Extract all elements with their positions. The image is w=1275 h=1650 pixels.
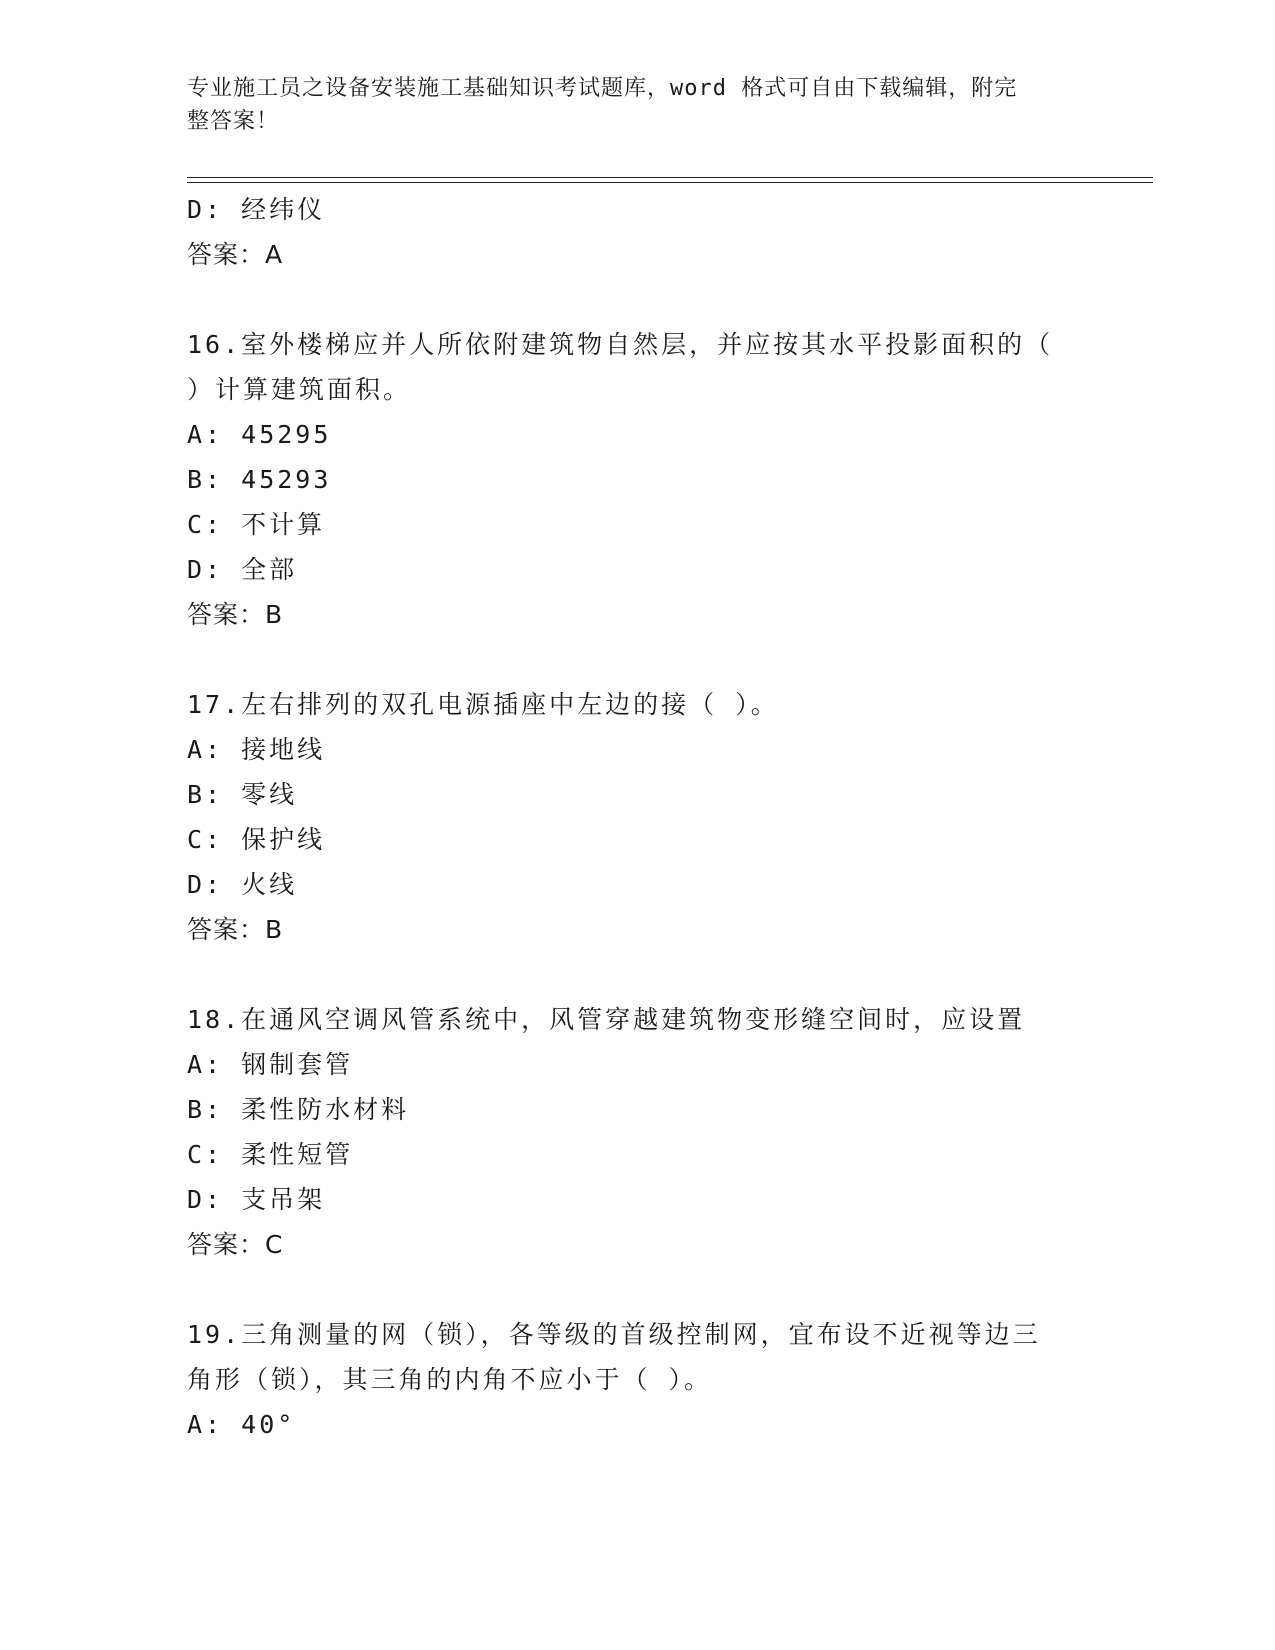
- q18-option-a: A: 钢制套管: [187, 1050, 354, 1079]
- q16-option-a: A: 45295: [187, 420, 332, 449]
- q17-text-line-1: 17.左右排列的双孔电源插座中左边的接（ ）。: [187, 690, 779, 719]
- document-header: [187, 72, 1067, 138]
- q18-option-b: B: 柔性防水材料: [187, 1095, 410, 1124]
- q17-answer: 答案：B: [187, 915, 284, 944]
- q16-option-d: D: 全部: [187, 555, 298, 584]
- prev-option-d: D: 经纬仪: [187, 195, 326, 224]
- q16-option-c: C: 不计算: [187, 510, 326, 539]
- q18-option-c: C: 柔性短管: [187, 1140, 354, 1169]
- q17-option-d: D: 火线: [187, 870, 298, 899]
- q19-text-line-1: 19.三角测量的网（锁），各等级的首级控制网，宜布设不近视等边三: [187, 1320, 1041, 1349]
- q16-answer: 答案：B: [187, 600, 284, 629]
- header-divider-top: [187, 177, 1153, 178]
- q18-text-line-1: 18.在通风空调风管系统中，风管穿越建筑物变形缝空间时，应设置: [187, 1005, 1026, 1034]
- header-line-1: 专业施工员之设备安装施工基础知识考试题库，word 格式可自由下载编辑，附完: [187, 76, 1018, 101]
- q17-option-b: B: 零线: [187, 780, 298, 809]
- q19-option-a: A: 40°: [187, 1410, 296, 1439]
- header-divider-bottom: [187, 182, 1153, 183]
- q16-text-line-2: ）计算建筑面积。: [187, 375, 412, 404]
- q16-text-line-1: 16.室外楼梯应并人所依附建筑物自然层，并应按其水平投影面积的（: [187, 330, 1054, 359]
- q17-option-a: A: 接地线: [187, 735, 326, 764]
- q19-text-line-2: 角形（锁），其三角的内角不应小于（ ）。: [187, 1365, 713, 1394]
- q18-option-d: D: 支吊架: [187, 1185, 326, 1214]
- prev-answer: 答案：A: [187, 240, 284, 269]
- header-line-2: 整答案！: [187, 109, 280, 134]
- q17-option-c: C: 保护线: [187, 825, 326, 854]
- q16-option-b: B: 45293: [187, 465, 332, 494]
- q18-answer: 答案：C: [187, 1230, 284, 1259]
